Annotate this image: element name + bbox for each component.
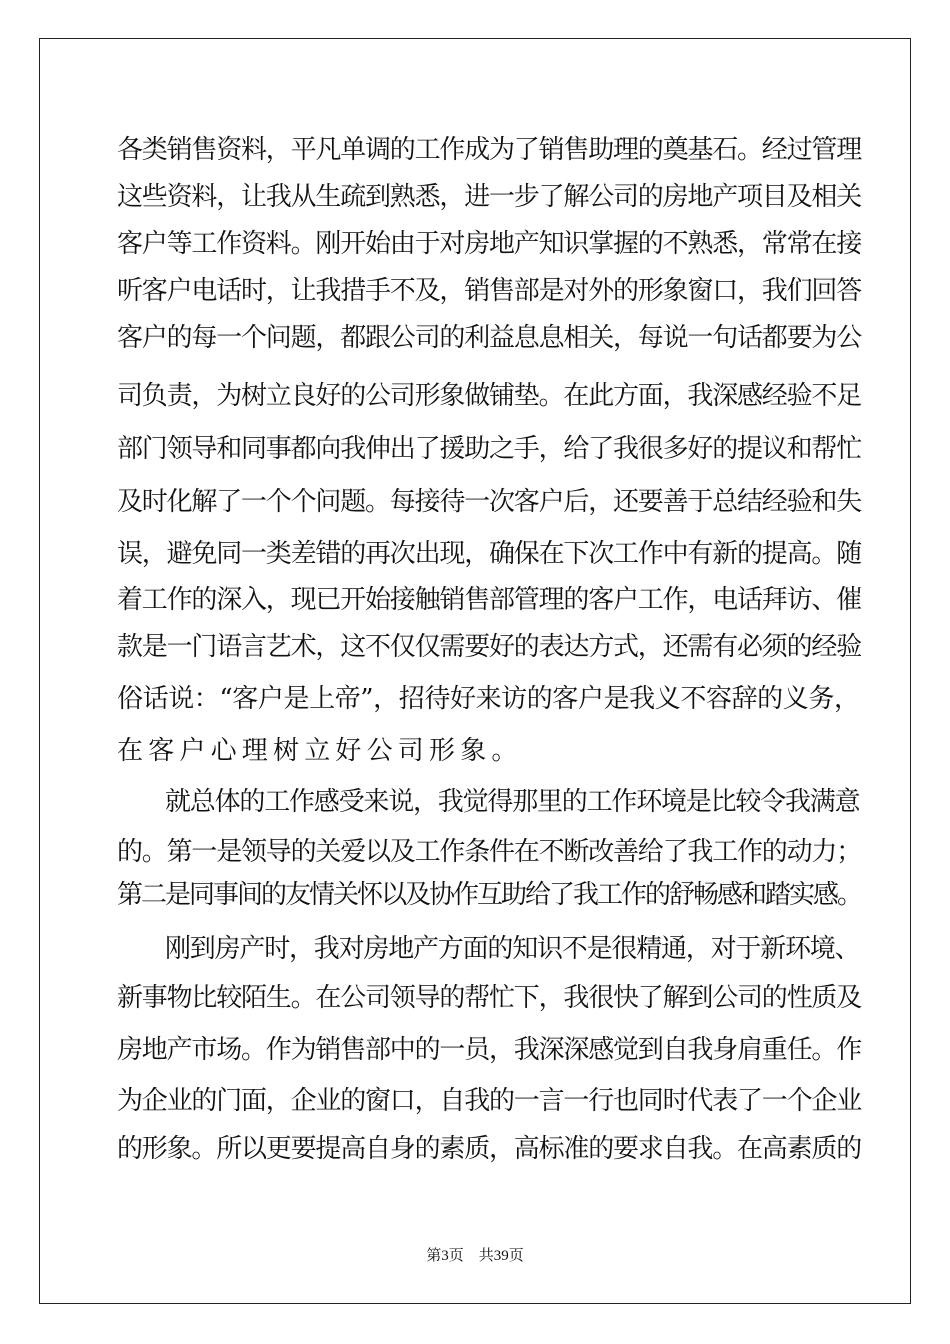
page-number-footer: 第3页 共39页 — [426, 1248, 524, 1264]
body-line: 第二是同事间的友情关怀以及协作互助给了我工作的舒畅感和踏实感。 — [117, 880, 862, 910]
body-line: 着工作的深入，现已开始接触销售部管理的客户工作，电话拜访、催 — [117, 585, 862, 615]
body-line: 听客户电话时，让我措手不及，销售部是对外的形象窗口，我们回答 — [117, 276, 862, 306]
body-line: 新事物比较陌生。在公司领导的帮忙下，我很快了解到公司的性质及 — [117, 983, 862, 1013]
body-line: 这些资料，让我从生疏到熟悉，进一步了解公司的房地产项目及相关 — [117, 182, 862, 212]
body-line: 在客户心理树立好公司形象。 — [117, 736, 523, 766]
body-line: 部门领导和同事都向我伸出了援助之手，给了我很多好的提议和帮忙 — [117, 434, 862, 464]
body-line: 司负责，为树立良好的公司形象做铺垫。在此方面，我深感经验不足 — [117, 381, 862, 411]
body-line: 为企业的门面，企业的窗口，自我的一言一行也同时代表了一个企业 — [117, 1086, 862, 1116]
body-line: 款是一门语言艺术，这不仅仅需要好的表达方式，还需有必须的经验 — [117, 632, 862, 662]
body-line: 及时化解了一个个问题。每接待一次客户后，还要善于总结经验和失 — [117, 487, 862, 517]
body-line: 的。第一是领导的关爱以及工作条件在不断改善给了我工作的动力； — [117, 837, 862, 867]
body-line: 的形象。所以更要提高自身的素质，高标准的要求自我。在高素质的 — [117, 1134, 862, 1164]
body-line: 客户等工作资料。刚开始由于对房地产知识掌握的不熟悉，常常在接 — [117, 229, 862, 259]
paragraph-first-line: 刚到房产时，我对房地产方面的知识不是很精通，对于新环境、 — [165, 934, 860, 964]
body-line: 客户的每一个问题，都跟公司的利益息息相关，每说一句话都要为公 — [117, 323, 862, 353]
body-line: 俗话说：“客户是上帝”，招待好来访的客户是我义不容辞的义务， — [117, 684, 860, 714]
body-line: 各类销售资料，平凡单调的工作成为了销售助理的奠基石。经过管理 — [117, 135, 862, 165]
body-line: 房地产市场。作为销售部中的一员，我深深感觉到自我身肩重任。作 — [117, 1035, 862, 1065]
paragraph-first-line: 就总体的工作感受来说，我觉得那里的工作环境是比较令我满意 — [165, 787, 860, 817]
body-line: 误，避免同一类差错的再次出现，确保在下次工作中有新的提高。随 — [117, 539, 862, 569]
